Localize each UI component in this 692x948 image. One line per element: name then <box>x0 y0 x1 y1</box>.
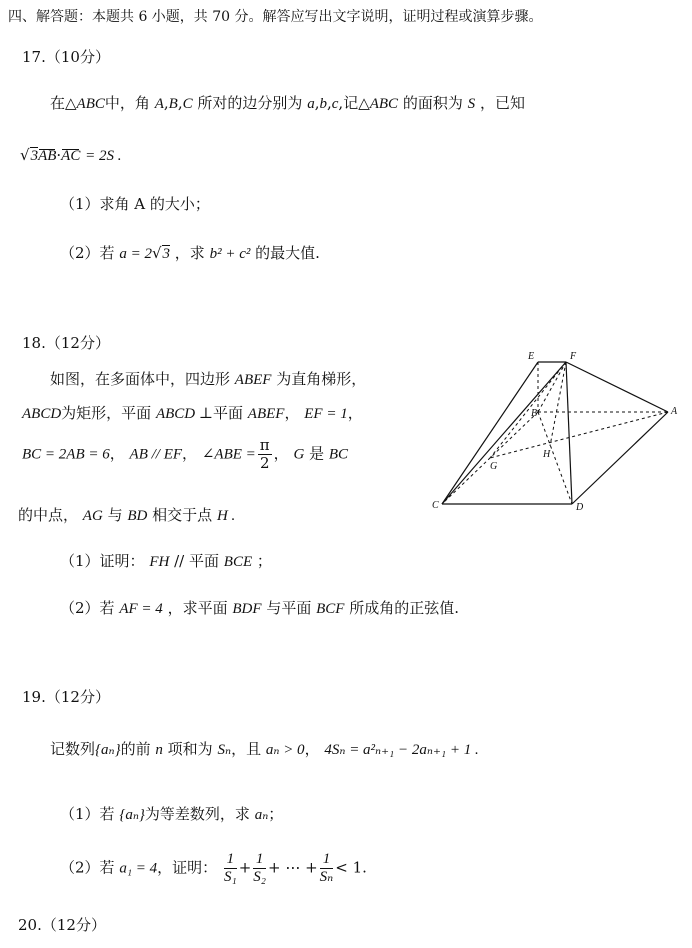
q18-math: ABEF <box>247 406 285 422</box>
q18-text: ； <box>256 552 272 570</box>
q19-math: Sₙ <box>217 742 232 758</box>
q19-text: （1）若 <box>60 805 115 823</box>
sqrt: √3 <box>20 146 39 164</box>
q19-text: ，证明： <box>157 858 218 877</box>
q18-text: ， <box>182 444 198 463</box>
q18-math: BC <box>328 446 349 463</box>
q18-text: ， <box>109 444 125 463</box>
q17-stem-text: 在△ <box>50 94 77 112</box>
q17-stem-text: 的面积为 <box>402 94 463 112</box>
q18-part1 <box>60 550 272 571</box>
q17-stem-text: , <box>163 94 169 112</box>
edge-FH <box>550 362 566 446</box>
q18-math: BCF <box>316 601 345 617</box>
q17-stem-math: A <box>154 96 164 112</box>
q19-text: ， <box>304 740 320 758</box>
q18-math: AG <box>82 508 103 524</box>
edge-FD <box>566 362 572 504</box>
label-H: H <box>543 449 551 460</box>
label-D: D <box>576 502 584 513</box>
q19-math: n <box>155 742 163 758</box>
q19-math: a₁ = 4 <box>119 860 158 877</box>
q18-text: ， <box>273 444 289 463</box>
q18-text: ，求平面 <box>167 599 228 617</box>
q17-condition-rest: = 2S . <box>85 148 122 164</box>
q19-math: {aₙ} <box>95 742 121 758</box>
q18-math: FH <box>149 554 170 570</box>
q17-stem-text: ,记△ <box>338 94 370 112</box>
q17-condition <box>20 146 122 165</box>
radicand: 3 <box>162 246 171 262</box>
fraction-1-over-S1 <box>224 852 237 885</box>
q17-part2-text: （2）若 <box>60 244 115 262</box>
vector-ac: AC <box>61 148 81 164</box>
label-A: A <box>671 406 678 417</box>
q18-text: 的中点， <box>18 506 79 524</box>
q18-math: ABCD ⊥ <box>155 406 213 422</box>
q17-stem-math: S <box>467 96 476 112</box>
q19-math: aₙ > 0 <box>265 742 305 758</box>
q18-math: ∠ABE = <box>201 446 256 463</box>
numerator: 1 <box>320 852 334 869</box>
q18-math: H . <box>216 508 236 524</box>
q17-stem-math: c <box>331 96 339 112</box>
q17-stem-math: C <box>182 96 193 112</box>
vector-ab: AB <box>38 148 57 164</box>
label-C: C <box>432 500 439 511</box>
q19-text: 的前 <box>120 740 151 758</box>
plus-sign: + <box>238 858 252 877</box>
q18-math: EF = 1 <box>304 406 348 422</box>
q17-stem-text: , <box>314 94 320 112</box>
q18-text: 与 <box>107 506 123 524</box>
q19-text: 记数列 <box>50 740 96 758</box>
q18-math: AF = 4 <box>119 601 163 617</box>
q19-part2 <box>60 852 367 885</box>
q18-line2 <box>22 402 363 423</box>
q18-text: 与平面 <box>266 599 312 617</box>
polyhedron-figure <box>428 348 684 514</box>
q18-text: 相交于点 <box>152 506 213 524</box>
q19-math: aₙ <box>254 807 269 823</box>
fraction-1-over-S2 <box>253 852 266 885</box>
edge-FA <box>566 362 668 412</box>
q18-text: ， <box>284 404 300 422</box>
q18-text: ， <box>347 404 363 422</box>
q18-text: 为直角梯形， <box>276 370 367 388</box>
q19-math: 4Sₙ = a²ₙ₊₁ − 2aₙ₊₁ + 1 . <box>324 742 479 758</box>
edge-FB <box>538 362 566 412</box>
denominator: 2 <box>259 454 270 472</box>
label-E: E <box>528 351 535 362</box>
edge-DA <box>572 412 668 504</box>
edge-EC <box>442 362 538 504</box>
q18-line1 <box>50 368 366 389</box>
q18-text: // 平面 <box>174 552 219 570</box>
q17-stem-math: B <box>168 96 178 112</box>
numerator: 1 <box>253 852 266 869</box>
q18-math: ABCD <box>22 406 62 422</box>
inequality-tail: < 1. <box>335 858 367 877</box>
q18-text: （2）若 <box>60 599 115 617</box>
q18-part2 <box>60 597 459 618</box>
q17-part2-text: ，求 <box>174 244 205 262</box>
q17-part2-math: a = 2 <box>119 246 152 262</box>
q18-text: 所成角的正弦值. <box>349 599 460 617</box>
q19-math: {aₙ} <box>119 807 145 823</box>
q19-text: （2）若 <box>60 858 115 877</box>
radicand: 3 <box>30 148 39 164</box>
q19-text: ，且 <box>231 740 262 758</box>
denominator: S₁ <box>223 869 237 885</box>
q18-math: ABEF <box>234 372 272 388</box>
numerator: 1 <box>224 852 237 869</box>
q17-stem-math: ABC <box>369 96 399 112</box>
q19-text: 为等差数列，求 <box>144 805 250 823</box>
q18-math: BCE <box>223 554 253 570</box>
q17-stem-text: ，已知 <box>479 94 525 112</box>
q17-number: 17.（10分） <box>22 48 110 66</box>
edge-FC <box>442 362 566 504</box>
q18-math: BDF <box>232 601 262 617</box>
label-F: F <box>570 351 577 362</box>
q19-stem <box>50 738 479 759</box>
label-G: G <box>490 461 498 472</box>
q19-text: 项和为 <box>167 740 213 758</box>
q19-number: 19.（12分） <box>22 688 110 706</box>
fraction-1-over-Sn <box>320 852 334 885</box>
q18-math: BD <box>127 508 148 524</box>
q17-stem-text: , <box>177 94 183 112</box>
q19-text: ； <box>268 805 284 823</box>
section-header: 四、解答题：本题共 6 小题，共 70 分。解答应写出文字说明，证明过程或演算步骤。 <box>8 9 543 25</box>
q17-stem-math: ABC <box>76 96 105 112</box>
q17-stem-math: b <box>319 96 327 112</box>
q18-number: 18.（12分） <box>22 334 110 352</box>
numerator: π <box>259 436 270 454</box>
sqrt: √3 <box>151 244 171 262</box>
dot-operator: · <box>56 146 62 164</box>
q18-text: 为矩形，平面 <box>61 404 152 422</box>
fraction-pi-over-2 <box>258 438 272 471</box>
q17-stem-text: 所对的边分别为 <box>197 94 303 112</box>
q17-part2-text: 的最大值. <box>255 244 320 262</box>
denominator: Sₙ <box>319 869 334 885</box>
q17-part2-math: b² + c² <box>209 246 251 262</box>
q18-math: AB // EF <box>129 446 183 463</box>
q20-number: 20.（12分） <box>18 916 106 934</box>
q18-text: （1）证明： <box>60 552 145 570</box>
denominator: S₂ <box>253 869 266 885</box>
q18-math: G <box>293 446 305 463</box>
label-B: B <box>531 408 538 419</box>
q18-math: BC = 2AB = 6 <box>22 446 110 463</box>
q18-line3 <box>22 438 348 471</box>
q17-stem-math: a <box>307 96 315 112</box>
q18-line4 <box>18 504 235 525</box>
q18-text: 平面 <box>213 404 244 422</box>
q18-text: 如图，在多面体中，四边形 <box>50 370 231 388</box>
q17-part1: （1）求角 A 的大小； <box>60 195 210 213</box>
q17-stem <box>50 92 525 113</box>
q19-part1 <box>60 803 283 824</box>
q17-part2 <box>60 242 320 263</box>
ellipsis-sum: + ⋯ + <box>267 858 318 877</box>
q17-stem-text: 中，角 <box>104 94 150 112</box>
q18-text: 是 <box>309 444 325 463</box>
q17-stem-text: , <box>326 94 332 112</box>
